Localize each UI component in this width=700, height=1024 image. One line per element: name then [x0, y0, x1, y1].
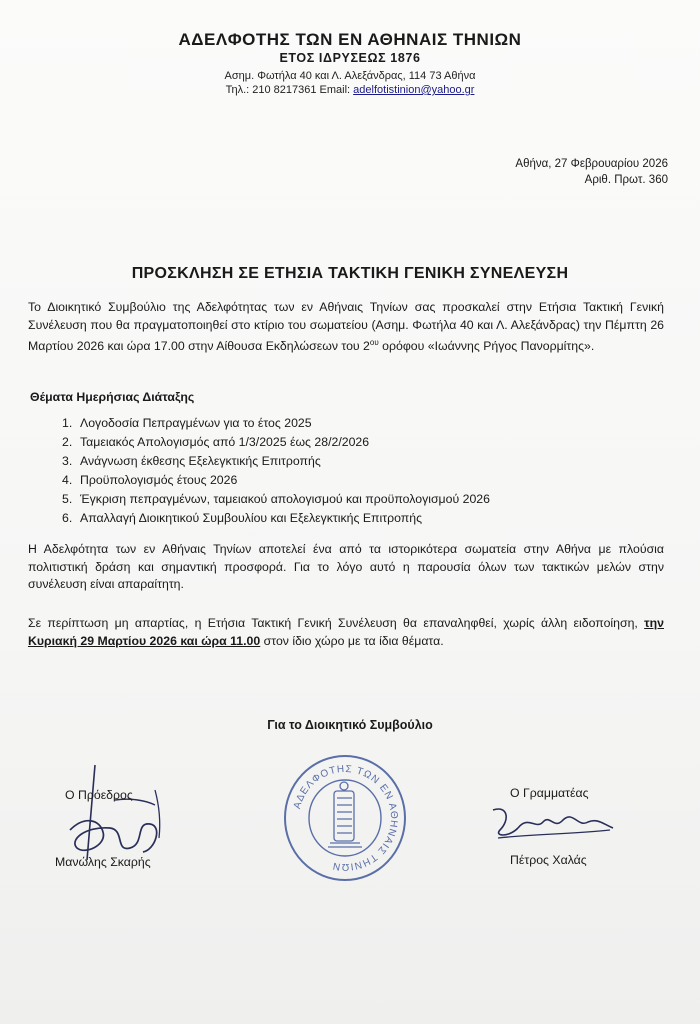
org-contact — [0, 84, 700, 96]
founded-year: ΕΤΟΣ ΙΔΡΥΣΕΩΣ 1876 — [279, 51, 421, 65]
agenda-num: 6. — [62, 511, 73, 525]
org-address: Ασημ. Φωτήλα 40 και Λ. Αλεξάνδρας, 114 73 Αθήνα — [224, 70, 476, 82]
letter-date: Αθήνα, 27 Φεβρουαρίου 2026 — [515, 158, 668, 170]
agenda-item — [62, 414, 490, 433]
agenda-text: Λογοδοσία Πεπραγμένων για το έτος 2025 — [80, 416, 312, 430]
president-name: Μανώλης Σκαρής — [55, 855, 151, 869]
agenda-text: Προϋπολογισμός έτους 2026 — [80, 473, 238, 487]
agenda-heading: Θέματα Ημερήσιας Διάταξης — [30, 390, 195, 404]
agenda-item — [62, 471, 490, 490]
date-block — [515, 156, 668, 188]
agenda-text: Ανάγνωση έκθεσης Εξελεγκτικής Επιτροπής — [80, 454, 321, 468]
secretary-role: Ο Γραμματέας — [510, 786, 589, 800]
agenda-text: Απαλλαγή Διοικητικού Συμβουλίου και Εξελεγκτικής Επιτροπής — [80, 511, 423, 525]
seal-text: ΑΔΕΛΦΟΤΗΣ ΤΩΝ ΕΝ ΑΘΗΝΑΙΣ ΤΗΝΙΩΝ — [291, 763, 400, 873]
contact-phone: Τηλ.: 210 8217361 Email: — [225, 84, 354, 96]
quorum-text-end: στον ίδιο χώρο με τα ίδια θέματα. — [260, 633, 444, 648]
agenda-num: 2. — [62, 435, 73, 449]
intro-text-end: ορόφου «Ιωάννης Ρήγος Πανορμίτης». — [378, 339, 595, 354]
quorum-paragraph — [28, 615, 664, 650]
intro-text: Το Διοικητικό Συμβούλιο της Αδελφότητας των εν Αθήναις Τηνίων σας προσκαλεί στην Ετήσια Τακτική Γενική Συνέλευση που θα πραγματοποιηθεί στο κτίριο του σωματείου (Ασημ. Φωτήλα 40 και Λ. Αλεξάνδρας) την Πέμπτη 26 Μαρτίου 2026 και ώρα 17.00 στην Αίθουσα Εκδηλώσεων του 2 — [28, 300, 664, 354]
importance-paragraph: Η Αδελφότητα των εν Αθήναις Τηνίων αποτελεί ένα από τα ιστορικότερα σωματεία στην Αθήνα με πλούσια πολιτιστική δράση και σημαντική προσφορά. Για το λόγο αυτό η παρουσία όλων των τακτικών μελών στην συνέλευση είναι απαραίτητη. — [28, 542, 664, 591]
agenda-item — [62, 433, 490, 452]
intro-paragraph — [28, 299, 664, 356]
repeat-date-highlight: την Κυριακή 29 Μαρτίου 2026 και ώρα 11.00 — [28, 616, 664, 648]
agenda-item — [62, 509, 490, 528]
secretary-signature — [488, 800, 618, 850]
agenda-text: Ταμειακός Απολογισμός από 1/3/2025 έως 28/2/2026 — [80, 435, 370, 449]
agenda-list — [62, 414, 490, 528]
org-name: ΑΔΕΛΦΟΤΗΣ ΤΩΝ ΕΝ ΑΘΗΝΑΙΣ ΤΗΝΙΩΝ — [178, 30, 522, 49]
board-label: Για το Διοικητικό Συμβούλιο — [267, 718, 433, 732]
agenda-num: 1. — [62, 416, 73, 430]
agenda-num: 5. — [62, 492, 73, 506]
quorum-text: Σε περίπτωση μη απαρτίας, η Ετήσια Τακτική Γενική Συνέλευση θα επαναληφθεί, χωρίς άλλη ειδοποίηση, — [28, 616, 645, 630]
contact-email-link[interactable]: adelfotistinion@yahoo.gr — [353, 84, 475, 96]
protocol-number: Αριθ. Πρωτ. 360 — [584, 174, 668, 186]
document-title: ΠΡΟΣΚΛΗΣΗ ΣΕ ΕΤΗΣΙΑ ΤΑΚΤΙΚΗ ΓΕΝΙΚΗ ΣΥΝΕΛΕΥΣΗ — [131, 265, 569, 282]
intro-superscript: ου — [369, 338, 379, 347]
agenda-text: Έγκριση πεπραγμένων, ταμειακού απολογισμού και προϋπολογισμού 2026 — [80, 492, 490, 506]
president-role: Ο Πρόεδρος — [65, 788, 133, 802]
agenda-num: 4. — [62, 473, 73, 487]
agenda-item — [62, 490, 490, 509]
agenda-item — [62, 452, 490, 471]
secretary-name: Πέτρος Χαλάς — [510, 853, 587, 867]
association-seal — [282, 753, 408, 883]
seal-emblem-icon — [328, 782, 362, 847]
agenda-num: 3. — [62, 454, 73, 468]
